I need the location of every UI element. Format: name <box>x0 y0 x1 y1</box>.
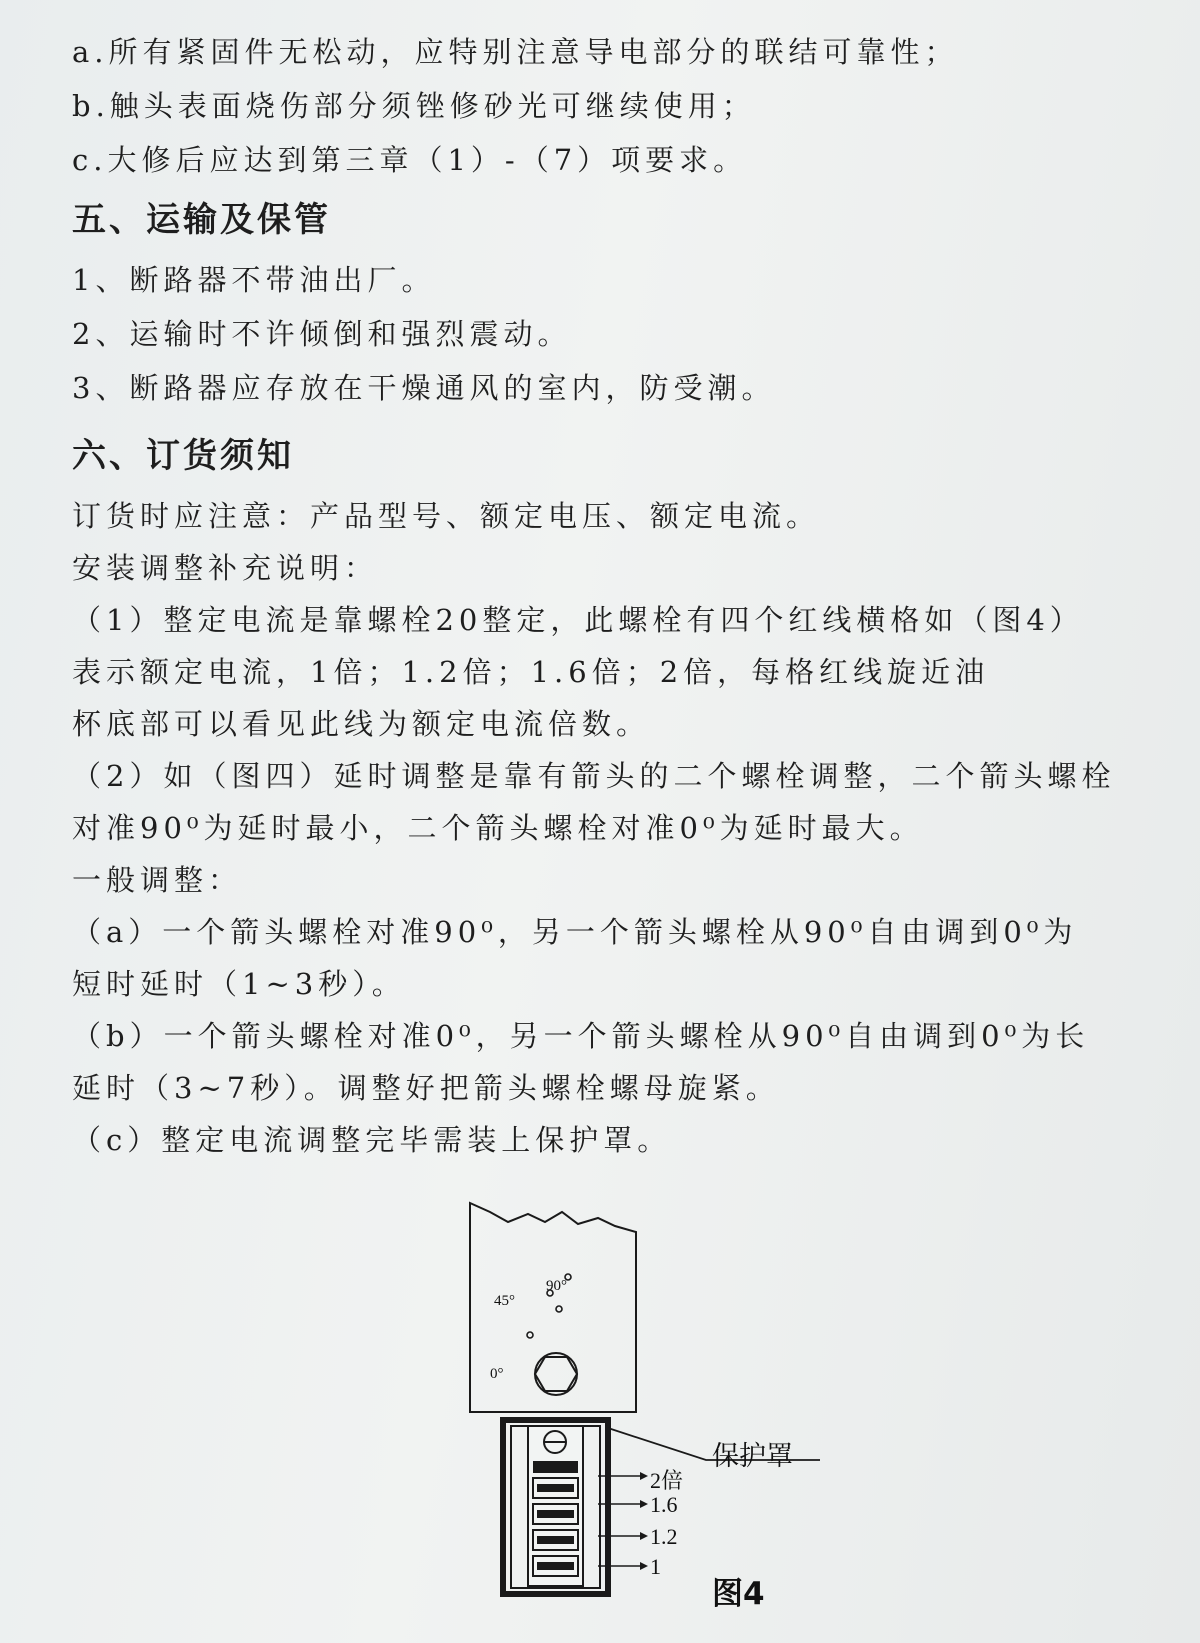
delay-adjust-line-1: （2）如（图四）延时调整是靠有箭头的二个螺栓调整，二个箭头螺栓 <box>72 759 1116 793</box>
transport-item-2: 2、运输时不许倾倒和强烈震动。 <box>72 317 572 351</box>
scale-label-1-2: 1.2 <box>650 1524 678 1549</box>
dial-dot-90-lower <box>556 1306 562 1312</box>
bolt-outer-ring <box>535 1353 577 1395</box>
dial-label-90: 90° <box>546 1278 567 1294</box>
dial-label-0: 0° <box>490 1366 504 1382</box>
scale-label-1-6: 1.6 <box>650 1492 678 1517</box>
adjust-c-line: （c）整定电流调整完毕需装上保护罩。 <box>72 1123 672 1157</box>
protective-cover-label: 保护罩 <box>712 1441 793 1472</box>
setting-current-line-1: （1）整定电流是靠螺栓20整定，此螺栓有四个红线横格如（图4） <box>72 603 1084 637</box>
transport-item-3: 3、断路器应存放在干燥通风的室内，防受潮。 <box>72 371 776 405</box>
install-supplement-heading: 安装调整补充说明： <box>72 551 379 585</box>
setting-current-line-3: 杯底部可以看见此线为额定电流倍数。 <box>72 707 651 741</box>
adjust-b-line-2: 延时（3~7秒）。调整好把箭头螺栓螺母旋紧。 <box>72 1071 780 1105</box>
maintenance-item-b: b.触头表面烧伤部分须锉修砂光可继续使用； <box>72 89 756 123</box>
maintenance-item-a: a.所有紧固件无松动，应特别注意导电部分的联结可靠性； <box>72 35 959 69</box>
transport-item-1: 1、断路器不带油出厂。 <box>72 263 436 297</box>
bolt-thread-black <box>533 1461 578 1473</box>
maintenance-item-c: c.大修后应达到第三章（1）-（7）项要求。 <box>72 143 748 177</box>
hex-bolt-head <box>535 1357 577 1391</box>
dial-label-45: 45° <box>494 1293 515 1309</box>
section6-heading: 六、订货须知 <box>72 436 294 476</box>
adjust-a-line-2: 短时延时（1~3秒）。 <box>72 967 406 1001</box>
scale-label-1: 1 <box>650 1554 661 1579</box>
order-note-line: 订货时应注意：产品型号、额定电压、额定电流。 <box>72 499 821 533</box>
delay-adjust-line-2: 对准90⁰为延时最小，二个箭头螺栓对准0⁰为延时最大。 <box>72 811 924 845</box>
section5-heading: 五、运输及保管 <box>72 200 331 240</box>
general-adjust-heading: 一般调整： <box>72 863 243 897</box>
dial-dot-mid <box>527 1332 533 1338</box>
scale-label-2x: 2倍 <box>650 1468 684 1493</box>
setting-current-line-2: 表示额定电流，1倍；1.2倍；1.6倍；2倍，每格红线旋近油 <box>72 655 990 689</box>
figure-caption: 图4 <box>712 1576 765 1612</box>
adjust-a-line-1: （a）一个箭头螺栓对准90⁰，另一个箭头螺栓从90⁰自由调到0⁰为 <box>72 915 1078 949</box>
adjust-b-line-1: （b）一个箭头螺栓对准0⁰，另一个箭头螺栓从90⁰自由调到0⁰为长 <box>72 1019 1090 1053</box>
